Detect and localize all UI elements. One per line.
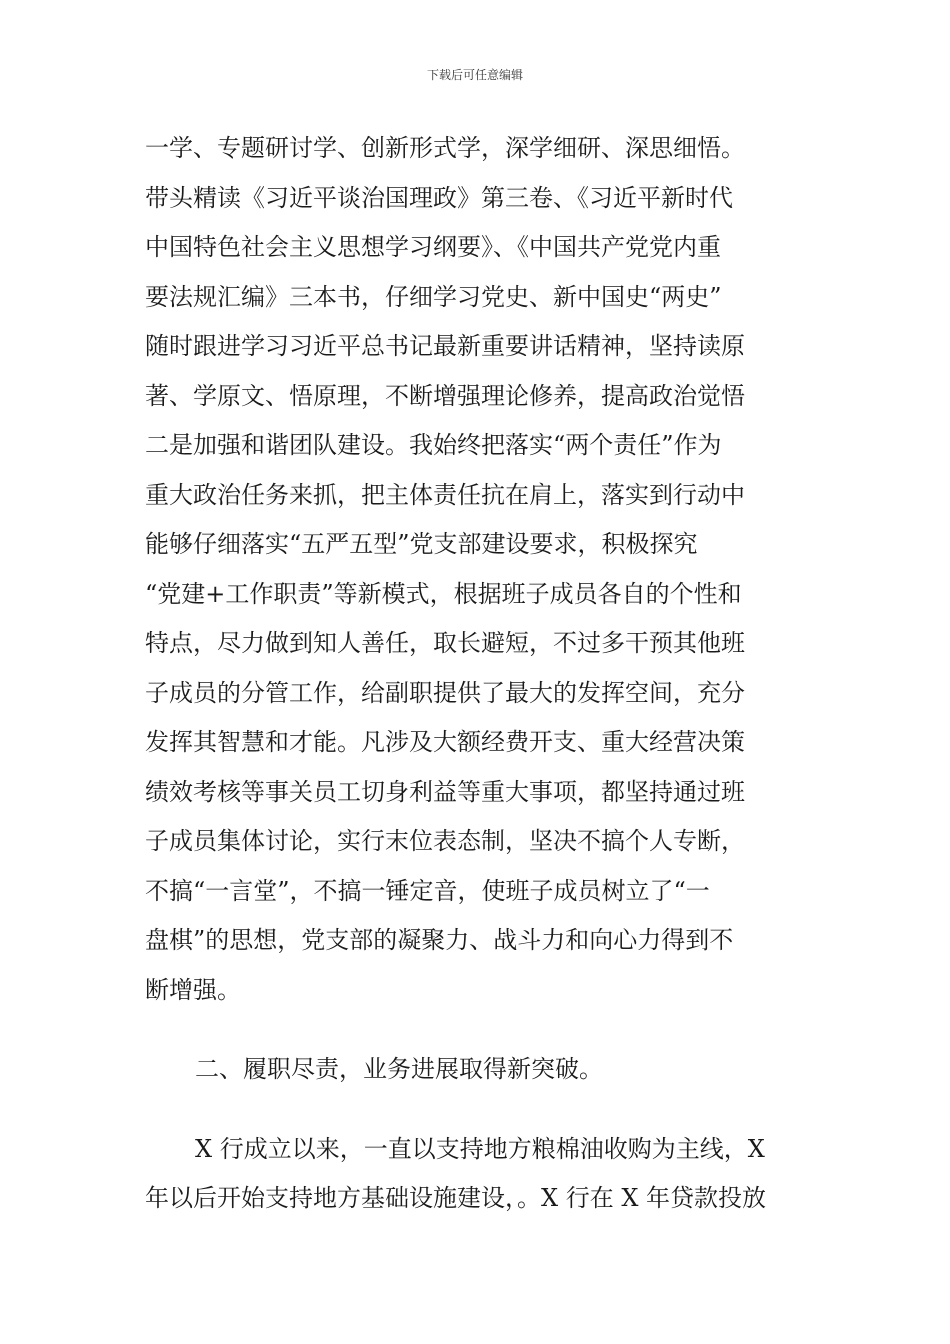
- text-line: 重大政治任务来抓，把主体责任抗在肩上，落实到行动中: [145, 480, 745, 509]
- text-line: 随时跟进学习习近平总书记最新重要讲话精神，坚持读原: [145, 332, 745, 360]
- text-line: 绩效考核等事关员工切身利益等重大事项，都坚持通过班: [145, 777, 745, 806]
- text-line: 不搞“一言堂”，不搞一锤定音，使班子成员树立了“一: [145, 876, 710, 905]
- text-line: 一学、专题研讨学、创新形式学，深学细研、深思细悟。: [145, 134, 745, 162]
- text-line: 子成员的分管工作，给副职提供了最大的发挥空间，充分: [145, 678, 745, 707]
- text-line: 子成员集体讨论，实行末位表态制，坚决不搞个人专断，: [145, 827, 745, 855]
- text-line: 特点，尽力做到知人善任，取长避短，不过多干预其他班: [145, 629, 745, 657]
- text-line: 中国特色社会主义思想学习纲要》、《中国共产党党内重: [145, 233, 721, 261]
- text-line: 能够仔细落实“五严五型”党支部建设要求，积极探究: [145, 530, 698, 558]
- text-line: 带头精读《习近平谈治国理政》第三卷、《习近平新时代: [145, 183, 733, 212]
- text-line: 著、学原文、悟原理，不断增强理论修养，提高政治觉悟: [145, 381, 745, 410]
- text-line: 年以后开始支持地方基础设施建设，。X 行在 X 年贷款投放: [145, 1184, 767, 1212]
- section-heading: 二、履职尽责，业务进展取得新突破。: [195, 1055, 603, 1083]
- text-line: 二是加强和谐团队建设。我始终把落实“两个责任”作为: [145, 431, 722, 459]
- text-line: 要法规汇编》三本书，仔细学习党史、新中国史“两史”: [145, 282, 722, 311]
- paragraph-spacer: [145, 1095, 810, 1125]
- document-body: [145, 124, 810, 1224]
- page-header: 下载后可任意编辑: [426, 68, 523, 82]
- paragraph-2: [145, 1125, 810, 1224]
- text-line: 断增强。: [145, 975, 241, 1004]
- paragraph-spacer: [145, 1015, 810, 1045]
- text-line: 发挥其智慧和才能。凡涉及大额经费开支、重大经营决策: [145, 728, 745, 756]
- text-line: “党建+工作职责”等新模式，根据班子成员各自的个性和: [145, 579, 742, 608]
- text-line: 盘棋”的思想，党支部的凝聚力、战斗力和向心力得到不: [145, 926, 734, 954]
- paragraph-1: [145, 124, 810, 1015]
- text-line: X 行成立以来，一直以支持地方粮棉油收购为主线，X: [195, 1134, 765, 1163]
